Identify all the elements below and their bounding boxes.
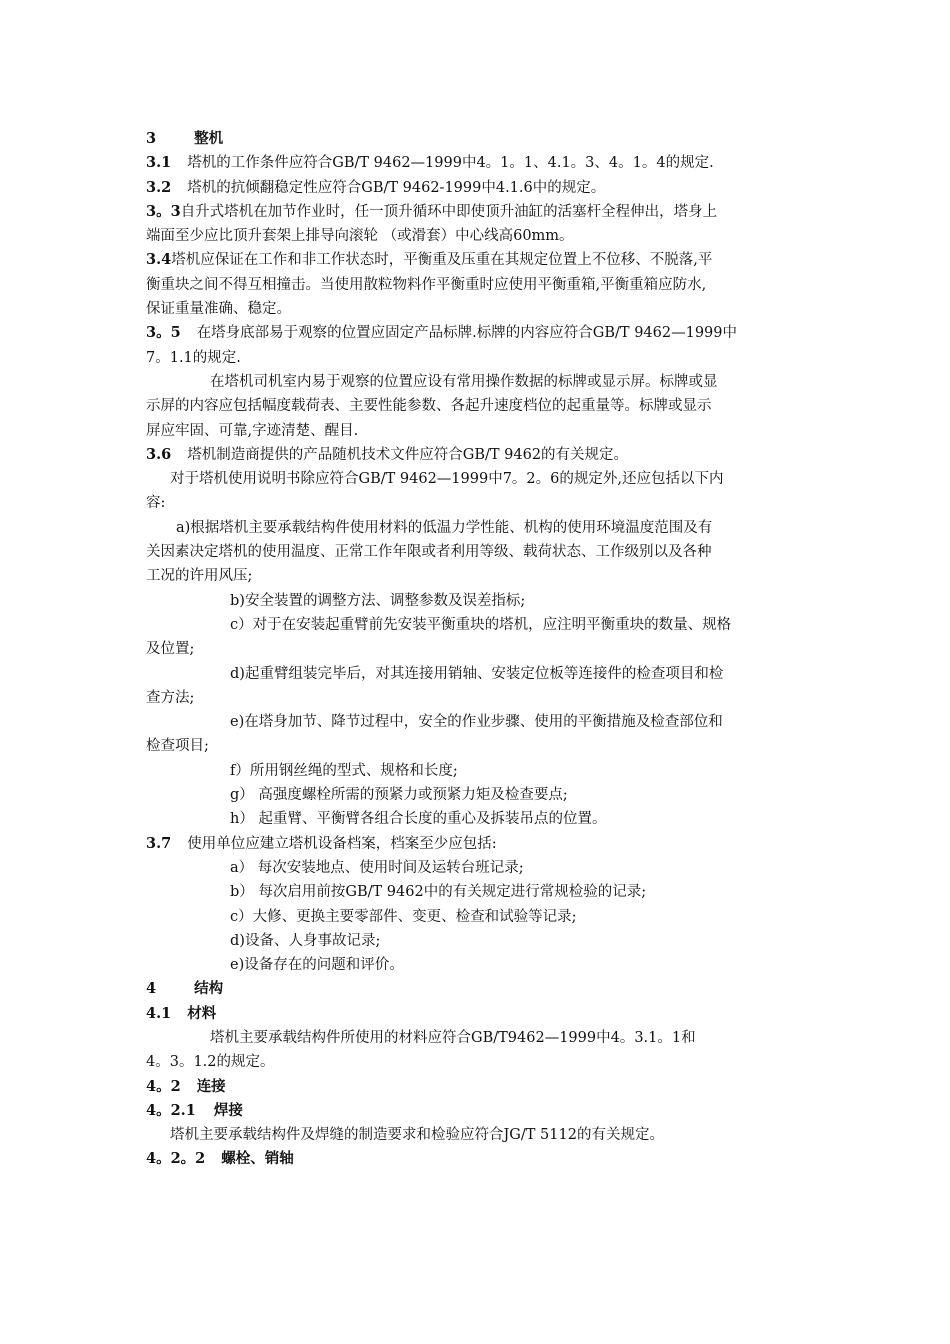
heading-4-2-1: 4。2.1 焊接 — [146, 1101, 243, 1119]
text-line: 对于塔机使用说明书除应符合GB/T 9462—1999中7。2。6的规定外,还应包括以下内 — [170, 471, 724, 488]
list-item: g） 高强度螺栓所需的预紧力或预紧力矩及检查要点; — [230, 787, 568, 804]
list-item: d)设备、人身事故记录; — [230, 932, 381, 949]
text-line: 示屏的内容应包括幅度载荷表、主要性能参数、各起升速度档位的起重量等。标牌或显示 — [146, 398, 712, 415]
list-item: e)设备存在的问题和评价。 — [230, 957, 404, 974]
clause-3-1: 3.1 塔机的工作条件应符合GB/T 9462—1999中4。1。1、4.1。3、4。1。4的规定. — [146, 154, 714, 172]
clause-3-4: 3.4塔机应保证在工作和非工作状态时，平衡重及压重在其规定位置上不位移、不脱落,平 — [146, 251, 713, 269]
text-line: 7。1.1的规定. — [146, 349, 241, 366]
text-line: 检查项目; — [146, 738, 209, 755]
heading-4-2-2: 4。2。2 螺栓、销轴 — [146, 1150, 294, 1168]
list-item: a） 每次安装地点、使用时间及运转台班记录; — [230, 859, 524, 876]
text-line: 保证重量准确、稳定。 — [146, 301, 291, 318]
heading-4-2: 4。2 连接 — [146, 1077, 226, 1095]
text-line: 衡重块之间不得互相撞击。当使用散粒物料作平衡重时应使用平衡重箱,平衡重箱应防水, — [146, 276, 707, 293]
list-item: e)在塔身加节、降节过程中，安全的作业步骤、使用的平衡措施及检查部位和 — [230, 714, 723, 731]
heading-3: 3 整机 — [146, 130, 224, 147]
clause-3-6: 3.6 塔机制造商提供的产品随机技术文件应符合GB/T 9462的有关规定。 — [146, 445, 629, 463]
text-line: 塔机主要承载结构件所使用的材料应符合GB/T9462—1999中4。3.1。1和 — [210, 1029, 696, 1046]
list-item: f）所用钢丝绳的型式、规格和长度; — [230, 762, 458, 779]
clause-3-7: 3.7 使用单位应建立塔机设备档案，档案至少应包括: — [146, 834, 497, 852]
list-item: d)起重臂组装完毕后，对其连接用销轴、安装定位板等连接件的检查项目和检 — [230, 665, 724, 682]
list-item: b)安全装置的调整方法、调整参数及误差指标; — [230, 592, 526, 609]
text-line: 查方法; — [146, 689, 195, 706]
text-line: 屏应牢固、可靠,字迹清楚、醒目. — [146, 422, 359, 439]
list-item: c）对于在安装起重臂前先安装平衡重块的塔机，应注明平衡重块的数量、规格 — [230, 616, 732, 633]
text-line: 工况的许用风压; — [146, 568, 253, 585]
text-line: 关因素决定塔机的使用温度、正常工作年限或者利用等级、载荷状态、工作级别以及各种 — [146, 544, 712, 561]
text-line: 4。3。1.2的规定。 — [146, 1054, 275, 1071]
clause-3-2: 3.2 塔机的抗倾翻稳定性应符合GB/T 9462-1999中4.1.6中的规定。 — [146, 178, 606, 196]
document-page — [146, 127, 806, 1172]
clause-3-5: 3。5 在塔身底部易于观察的位置应固定产品标牌.标牌的内容应符合GB/T 9462—1999中 — [146, 324, 738, 342]
list-item: c）大修、更换主要零部件、变更、检查和试验等记录; — [230, 908, 577, 925]
text-line: 端面至少应比顶升套架上排导向滚轮 （或滑套）中心线高60mm。 — [146, 228, 574, 245]
list-item: a)根据塔机主要承载结构件使用材料的低温力学性能、机构的使用环境温度范围及有 — [176, 519, 713, 536]
text-line: 在塔机司机室内易于观察的位置应设有常用操作数据的标牌或显示屏。标牌或显 — [210, 373, 718, 390]
text-line: 塔机主要承载结构件及焊缝的制造要求和检验应符合JG/T 5112的有关规定。 — [170, 1127, 664, 1144]
heading-4: 4 结构 — [146, 980, 224, 998]
heading-4-1: 4.1 材料 — [146, 1004, 217, 1022]
text-line: 容: — [146, 495, 166, 512]
list-item: h） 起重臂、平衡臂各组合长度的重心及拆装吊点的位置。 — [230, 811, 607, 828]
clause-3-3: 3。3自升式塔机在加节作业时，任一顶升循环中即使顶升油缸的活塞杆全程伸出，塔身上 — [146, 202, 718, 220]
list-item: b） 每次启用前按GB/T 9462中的有关规定进行常规检验的记录; — [230, 884, 647, 901]
text-line: 及位置; — [146, 641, 195, 658]
